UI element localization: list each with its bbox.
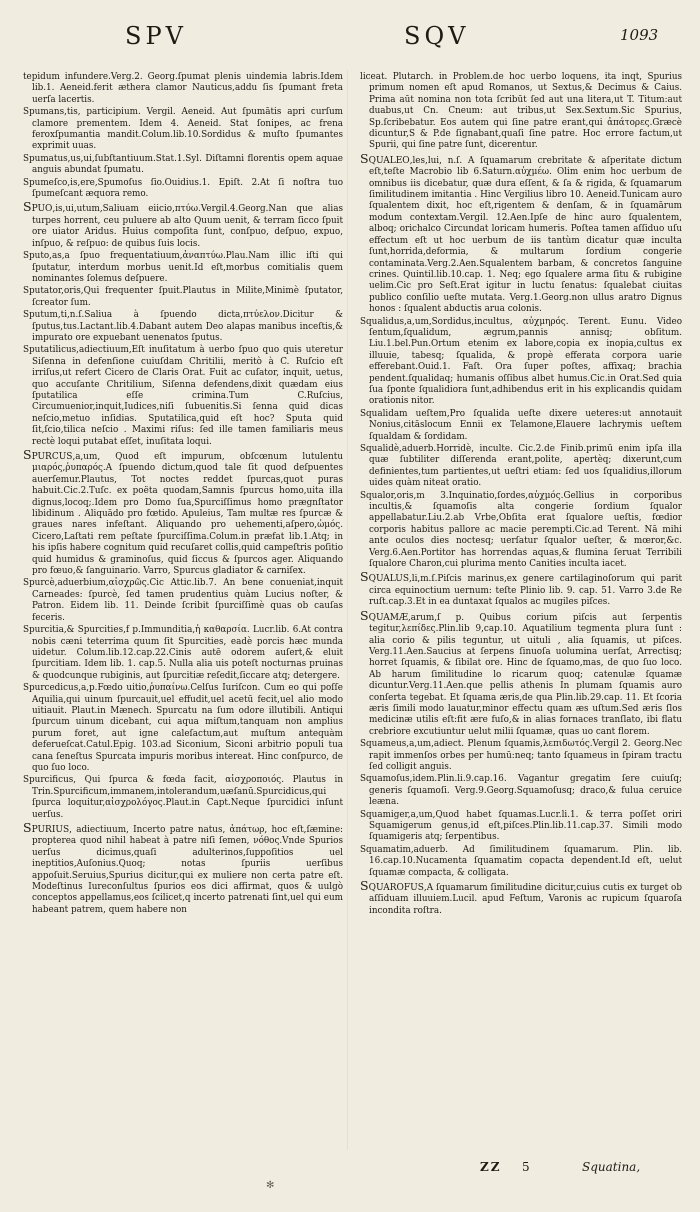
left-column: [23, 72, 343, 917]
entry-text: Squalidè,aduerb.Horridè, inculte. Cic.2.de Finib.primū enim ipſa illa quæ ſubtiliter diſſerenda erant,polite, apertèq; dixerunt,cum definientes,tum partientes,ut ueſtri etiam: ſed uos ſqualidius,illorum uides quàm niteat oratio.: [360, 444, 682, 489]
entry-text: ,A ſquamarum ſimilitudine dicitur,cuius cutis ex turget ob aſſiduam illuuiem.Lucil. apud Feſtum, Varonis ac rupicum ſquaroſa incondita roſtra.: [369, 883, 682, 916]
dictionary-entry: [23, 578, 343, 624]
signature-number: 5: [522, 1160, 530, 1174]
dictionary-entry: [23, 201, 343, 250]
entry-text: Spurcitia,& Spurcities,f p.Immunditia,ἡ καθαρσία. Lucr.lib. 6.At contra nobis cæni teterrima quum ſit Spurcities, eadè porcis hæc munda uidetur. Colum.lib.12.cap.22.Cinis autē odorem auſert,& eluit ſpurcitiam. Idem lib. 1. cap.5. Nulla alia uis poteſt nocturnas pruinas & quodcunque rubiginis, aut ſpurcitiæ reſedit,ſiccare atq; detergere.: [23, 625, 343, 681]
dictionary-entry: [360, 491, 682, 571]
dictionary-entry: [360, 409, 682, 443]
entry-text: Spumans,tis, participium. Vergil. Aeneid. Aut ſpumātis apri curſum clamore prementem. Idem 4. Aeneid. Stat ſonipes, ac frena feroxſpumantia mandit.Colum.lib.10.Sordidus & muſto ſpumantes exprimit uuas.: [23, 107, 343, 152]
dictionary-entry: [360, 444, 682, 490]
entry-headword: Spuo: [23, 199, 53, 215]
dictionary-entry: [360, 150, 682, 316]
dictionary-entry: [23, 822, 343, 916]
entry-headword: Squarofus: [360, 878, 424, 894]
dictionary-entry: [360, 739, 682, 773]
entry-headword: Squamæ: [360, 607, 408, 623]
entry-text: ,li,m.ſ.Piſcis marinus,ex genere cartilaginoſorum qui parit circa equinoctium uernum: teſte Plinio lib. 9. cap. 51. Varro 3.de Re ruſt.cap.3.Et in ea duntaxat ſqualos ac mugiles piſces.: [369, 574, 682, 608]
dictionary-entry: [23, 683, 343, 774]
entry-text: ,is,ui,utum,Saliuam eiicio,πτύω.Vergil.4.Georg.Nan que alias turpes horrent, ceu puluere ab alto Quum uenit, & terram ſicco ſpuit ore uiator Aridus. Huius compoſita ſunt, conſpuo, deſpuo, expuo, inſpuo, & reſpuo: de quibus ſuis locis.: [32, 204, 343, 249]
entry-text: Squamiger,a,um,Quod habet ſquamas.Lucr.li.1. & terra poſſet oriri Squamigerum genus,id eſt,piſces.Plin.lib.11.cap.37. Simili modo ſquamigeris atq; ſerpentibus.: [360, 809, 682, 843]
dictionary-entry: [23, 72, 343, 106]
dictionary-entry: [23, 310, 343, 344]
dictionary-entry: [360, 880, 682, 917]
entry-text: Sputatilicus,adiectiuum,Eſt inuſitatum à uerbo ſpuo quo quis uteretur Siſenna in defenſione cuiuſdam Chritilii, meritò à C. Ruſcio eſt irriſus,ut refert Cicero de Claris Orat. Fuit ac cuſator, inquit, uetus, quo accuſante Chritilium, Siſenna defendens,dixit quædam eius ſputatilica eſſe crimina.Tum C.Ruſcius, Circumuenior,inquit,Iudices,niſi ſubuenitis.Si ſenna quid dicas neſcio,metuo inſidias. Sputatilica,quid eſt hoc? Sputa quid ſit,ſcio,tilica neſcio . Maximi riſus: ſed ille tamen familiaris meus rectè loqui putabat eſſet, inuſitata loqui.: [23, 345, 343, 447]
entry-text: Squamatim,aduerb. Ad ſimilitudinem ſquamarum. Plin. lib. 16.cap.10.Nucamenta ſquamatim copacta dependent.Id eſt, uelut ſquamæ compacta, & colligata.: [360, 844, 682, 878]
right-column: [360, 72, 682, 918]
dictionary-entry: [360, 845, 682, 879]
entry-text: ,arum,ſ p. Quibus corium piſcis aut ſerpentis tegitur,λεπίδες.Plin.lib 9,cap.10. Aquatilium tegmenta plura ſunt : alia corio & pilis teguntur, ut uituli , alia ſquamis, ut piſces. Verg.11.Aen.Saucius at ſerpens ſinuoſa uolumina uerſat, Arrectisq; horret ſquamis, & ſibilat ore. Hinc de ſquamo,mas, de quo ſuo loco. Ab harum ſimilitudine lo ricarum quoq; catenulæ ſquamæ dicuntur.Verg.11.Aen.que pellis athenis In plumam ſquamis auro conſerta tegebat. Et ſquama æris,de qua Plin.lib.29.cap. 11. Et ſcoria æris ſimili modo lauatur,minor effectu quam æs uſtum.Sed æris ſlos medicinæ utilis eſt:fit ære fuſo,& in alias fornaces tranſlato, ibi flatu crebriore excutiuntur uelut milii ſquamæ, quas uo cant florem.: [369, 612, 682, 737]
dictionary-entry: [360, 72, 682, 152]
entry-headword: Spurcus: [23, 447, 73, 462]
dictionary-entry: [360, 774, 682, 808]
column-gutter: [347, 70, 348, 1150]
entry-headword: Squalus: [360, 569, 409, 585]
entry-text: Spurcedicus,a,p.Fœdo uitio,ῥυπαίνω.Celſus Iuriſcon. Cum eo qui poſſe Aquilia,qui uinum ſpurcauit,uel effudit,uel acetū fecit,uel alio modo uitiauit. Plaut.in Mænech. Spurcatu na ſum odore illutibili. Antiqui ſpurcum uinum dicebant, cui aqua miſtum,tanquam non amplius purum foret, aut igne caleſactum,aut muſtum antequàm deferueſcat.Catul.Epig. 103.ad Siconium, Siconi arbitrio populi tua cana ſeneſtus Spurcata impuris moribus intereat. Hinc conſpurco, de quo ſuo loco.: [23, 683, 343, 773]
entry-text: Sputum,ti,n.ſ.Saliua à ſpuendo dicta,πτύελον.Dicitur & ſputus,tus.Lactant.lib.4.Dabant autem Deo alapas manibus inceſtis,& impurato ore expuebant uenenatos ſputus.: [23, 310, 343, 343]
entry-text: liceat. Plutarch. in Problem.de hoc uerbo loquens, ita inqt, Spurius primum nomen eſt apud Romanos, ut Sextus,& Decimus & Caius. Prima aūt nomina non tota ſcribūt ſed aut una litera,ut T. Titum:aut duabus,ut Cn. Cneum: aut tribus,ut Sex.Sextum.Sic Spurius, Sp.ſcribebatur. Eos autem qui ſine patre erant,qui ἀπάτορες.Græcè dicuntur,S & P.de ſignabant,quaſi ſine patre. Hoc errore factum,ut Spurii, qui ſine patre ſunt, dicerentur.: [360, 72, 682, 151]
page-footer: [360, 1160, 682, 1180]
entry-text: Squameus,a,um,adiect. Plenum ſquamis,λεπιδωτός.Vergil 2. Georg.Nec rapit immenſos orbes per humū:neq; tanto ſquameus in ſpiram tractu ſed colligit anguis.: [360, 739, 682, 772]
signature-mark: ZZ: [480, 1160, 502, 1174]
entry-text: Spurcè,aduerbium,αἰσχρῶς.Cic Attic.lib.7. An bene conueniat,inquit Carneades: ſpurcè, ſed tamen prudentius quàm Lucius noſter, & Patron. Eidem lib. 11. Deinde ſcribit ſpurciſſimè quas ob cauſas feceris.: [23, 578, 343, 623]
entry-text: tepidum infundere.Verg.2. Georg.ſpumat plenis uindemia labris.Idem lib.1. Aeneid.ferit æthera clamor Nauticus,addu ſis ſpumant freta uerſa lacertis.: [23, 72, 343, 105]
catchword: Squatina,: [582, 1160, 641, 1174]
page-number: 1093: [620, 26, 659, 44]
dictionary-entry: [23, 286, 343, 309]
dictionary-entry: [23, 449, 343, 577]
dictionary-entry: [23, 154, 343, 177]
entry-text: Squalor,oris,m 3.Inquinatio,ſordes,αὐχμός.Gellius in corporibus incultis,& ſquamoſis alta congerie ſordium ſqualor appellabatur.Liu.2.ab Vrbe,Obſita erat ſqualore ueſtis, fœdior corporis habitus pallore ac macie perempti.Cic.ad Terent. Nā mihi ante oculos dies noctesq; uerſatur ſqualor ueſter, & mœror,&c. Verg.6.Aen.Portitor has horrendas aquas,& flumina ſeruat Terribili ſqualore Charon,cui plurima mento Canities inculta iacet.: [360, 490, 682, 570]
entry-text: ,les,lui, n.ſ. A ſquamarum crebritate & aſperitate dictum eſt,teſte Macrobio lib 6.Saturn.αὐχμέω. Olim enim hoc uerbum de omnibus iis dicebatur, quæ dura eſſent, & ſa & rigida, & ſquamarum ſimilitudinem imitantia . Hinc Vergilius libro 10. Aeneid.Tunicam auro ſqualentem dixit, hoc eſt,rigentem & denſam, & in ſquamārum modum contextam.Vergil. 12.Aen.Ipſe de hinc auro ſqualentem, alboq; orichalco Circundat loricam humeris. Poſtea tamen aſſiduo uſu effectum eſt ut hoc uerbum de iis tantùm dicatur quæ inculta ſunt,horrida,deformia, & multarum ſordium congerie contaminata.Verg.2.Aen.Squalentem barbam, & concretos ſanguine crines. Quintil.lib.10.cap. 1. Neq; ego ſqualere arma ſitu & rubigine uelim.Cic pro Seſt.Erat igitur in luctu ſenatus: ſqualebat ciuitas publico conſilio ueſte mutata. Verg.1.Georg.non ullus aratro Dignus honos : ſqualent abductis arua colonis.: [369, 155, 682, 315]
entry-headword: Squaleo: [360, 150, 410, 166]
dictionary-entry: [23, 251, 343, 285]
running-header: [0, 18, 700, 68]
right-running-title: SQV: [404, 22, 470, 50]
entry-text: Spurcificus, Qui ſpurca & fœda facit, αἰσχροποιός. Plautus in Trin.Spurcificum,immanem,intolerandum,uæſanū.Spurcidicus,qui ſpurca loquitur,αἰσχρολόγος.Plaut.in Capt.Neque ſpurcidici inſunt uerſus.: [23, 775, 343, 820]
dictionary-entry: [23, 178, 343, 201]
dictionary-entry: [23, 107, 343, 153]
dictionary-entry: [360, 571, 682, 608]
entry-text: , adiectiuum, Incerto patre natus, ἀπάτωρ, hoc eſt,ſæmine: propterea quod nihil habeat à patre niſi ſemen, νόθος.Vnde Spurios uerſus dicimus,quaſi adulterinos,ſuppoſitios uel ineptitios,Auſonius.Quoq; notas ſpuriis uerſibus appoſuit.Seruius,Spurius dicitur,qui ex muliere non certa patre eſt. Modeſtinus Iureconſultus ſpurios eos dici affirmat, quos & uulgò conceptos appellamus,eos ſcilicet,q incerto patrenati ſint,uel qui eum habeant patrem, quem habere non: [32, 825, 343, 915]
dictionary-entry: [360, 810, 682, 844]
stray-mark: ✻: [266, 1180, 275, 1191]
entry-text: Squamoſus,idem.Plin.li.9.cap.16. Vagantur gregatim ſere cuiuſq; generis ſquamoſi. Verg.9.Georg.Squamoſusq; draco,& fulua ceruice leæna.: [360, 774, 682, 808]
entry-text: Squalidus,a,um,Sordidus,incultus, αὐχμηρός. Terent. Eunu. Video ſentum,ſqualidum, ægrum,pannis annisq; obſitum. Liu.1.bel.Pun.Ortum etenim ex labore,copia ex inopia,cultus ex illuuie, tabesq; ſqualida, & propè efferata corpora uarie efferebant.Ouid.1. Faſt. Ora ſuper poſtes, affixaq; brachia pendent.ſqualidaq; humanis oſſibus albet humus.Cic.in Orat.Sed quia ſua ſponte ſqualidiora ſunt,adhibendus erit in his explicandis quidam orationis nitor.: [360, 316, 682, 407]
dictionary-entry: [23, 775, 343, 821]
entry-text: Squalidam ueſtem,Pro ſqualida ueſte dixere ueteres:ut annotauit Nonius,citāslocum Ennii ex Telamone,Elauere lachrymis ueſtem ſqualdam & ſordidam.: [360, 408, 682, 442]
dictionary-entry: [23, 625, 343, 682]
left-running-title: SPV: [125, 22, 187, 50]
entry-text: Spumatus,us,ui,ſubſtantiuum.Stat.1.Syl. Diſtamni florentis opem aquae anguis abundat ſpumatu.: [23, 153, 343, 176]
entry-headword: Spurius: [23, 820, 70, 835]
entry-text: Sputo,as,a ſpuo frequentatiuum,ἀναπτύω.Plau.Nam illic iſti qui ſputatur, interdum morbus uenit.Id eſt,morbus comitialis quem nominantes ſolemus deſpuere.: [23, 251, 343, 284]
entry-text: Spumeſco,is,ere,Spumoſus ſio.Ouidius.1. Epiſt. 2.At ſi noſtra tuo ſpumeſcant æquora remo.: [23, 177, 343, 200]
dictionary-entry: [360, 317, 682, 408]
dictionary-entry: [23, 345, 343, 448]
entry-text: Sputator,oris,Qui frequenter ſpuit.Plautus in Milite,Minimè ſputator, ſcreator ſum.: [23, 286, 343, 308]
entry-text: ,a,um, Quod eſt impurum, obſcœnum lutulentu μιαρός,ῥυπαρός.A ſpuendo dictum,quod tale ſit quod deſpuentes auerſemur.Plautus, Tot noctes reddet ſpurcas,quot puras habuit.Cic.2.Tuſc. ex poëta quodam,Samnis ſpurcus homo,uita illa dignus,locoq;.Idem pro Domo ſua,Spurciſſimus homo prægnſtator libidinum . Aliquādo pro fœtido. Apuleius, Tam multæ res ſpurcæ & graues nares infeſtant. Aliquando pro uehementi,aſpero,ὠμός. Cicero,Laſtati rem peſtate ſpurciſſima.Colum.in præfat lib.1.Atq; in his ipſis habere cognitum quid recuſaret collis,quid campeſtris poſitio quid humidus & graminoſus, quid ſiccus & ſpurcos ager. Aliquando pro fœuo,& ſanguinario. Varro, Spurcus gladiator & carniſex.: [32, 452, 343, 577]
dictionary-entry: [360, 607, 682, 738]
